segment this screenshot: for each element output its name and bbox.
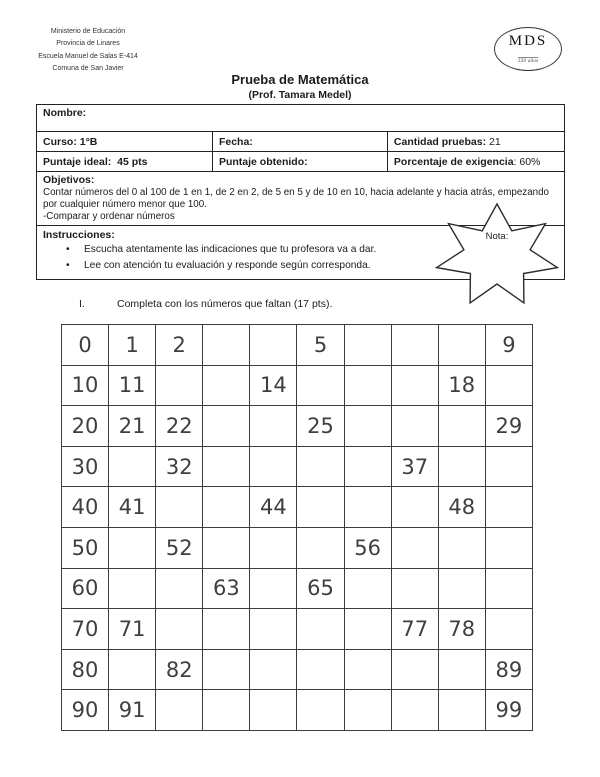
grid-cell-empty[interactable] [344, 690, 391, 731]
grid-cell-empty[interactable] [485, 487, 532, 528]
grid-row [62, 406, 533, 447]
grid-cell-empty[interactable] [203, 365, 250, 406]
grid-cell-empty[interactable] [391, 325, 438, 366]
fecha-cell[interactable]: Fecha: [212, 132, 387, 151]
grid-cell: 10 [62, 365, 109, 406]
grid-cell-empty[interactable] [203, 690, 250, 731]
objetivos-line: por cualquier número menor que 100. [43, 199, 207, 211]
grid-cell: 20 [62, 406, 109, 447]
grid-cell-empty[interactable] [203, 609, 250, 650]
grid-cell: 60 [62, 568, 109, 609]
number-grid [61, 324, 533, 731]
grid-row [62, 690, 533, 731]
bullet-icon: • [66, 260, 70, 272]
grid-cell: 29 [485, 406, 532, 447]
puntaje-obtenido-cell[interactable]: Puntaje obtenido: [212, 152, 387, 171]
grid-cell-empty[interactable] [391, 527, 438, 568]
grid-cell: 40 [62, 487, 109, 528]
grid-cell-empty[interactable] [438, 446, 485, 487]
grid-cell: 30 [62, 446, 109, 487]
grid-cell: 70 [62, 609, 109, 650]
grid-cell-empty[interactable] [297, 649, 344, 690]
grid-cell: 21 [109, 406, 156, 447]
grid-cell: 9 [485, 325, 532, 366]
nota-label: Nota: [485, 231, 509, 242]
grid-cell: 41 [109, 487, 156, 528]
grid-cell-empty[interactable] [250, 568, 297, 609]
grid-cell: 91 [109, 690, 156, 731]
objetivos-heading: Objetivos: [43, 174, 95, 186]
grid-row [62, 365, 533, 406]
grid-cell-empty[interactable] [203, 527, 250, 568]
grid-cell: 25 [297, 406, 344, 447]
grid-cell-empty[interactable] [250, 446, 297, 487]
grid-cell: 18 [438, 365, 485, 406]
school-header [26, 26, 150, 76]
grid-cell-empty[interactable] [250, 649, 297, 690]
grid-cell-empty[interactable] [391, 406, 438, 447]
grid-cell-empty[interactable] [250, 527, 297, 568]
grid-cell-empty[interactable] [203, 446, 250, 487]
grid-cell: 99 [485, 690, 532, 731]
grid-cell: 44 [250, 487, 297, 528]
grid-cell: 82 [156, 649, 203, 690]
grid-cell-empty[interactable] [297, 690, 344, 731]
page-subtitle: (Prof. Tamara Medel) [248, 89, 352, 101]
number-grid-body [62, 325, 533, 731]
grid-cell: 50 [62, 527, 109, 568]
grid-row [62, 487, 533, 528]
grid-cell-empty[interactable] [203, 649, 250, 690]
nombre-row[interactable] [37, 105, 564, 131]
grid-cell: 71 [109, 609, 156, 650]
grid-cell-empty[interactable] [391, 365, 438, 406]
grid-cell: 78 [438, 609, 485, 650]
grid-cell-empty[interactable] [344, 568, 391, 609]
page-title: Prueba de Matemática [231, 72, 369, 87]
grid-cell-empty[interactable] [156, 690, 203, 731]
school-logo [494, 27, 562, 71]
grid-cell-empty[interactable] [438, 325, 485, 366]
instruction-item: • Escucha atentamente las indicaciones que tu profesora va a dar. [43, 242, 558, 259]
grid-cell-empty[interactable] [250, 406, 297, 447]
bullet-icon: • [66, 243, 70, 255]
grid-cell: 90 [62, 690, 109, 731]
grid-cell-empty[interactable] [156, 568, 203, 609]
school-line-ministerio: Ministerio de Educación [50, 28, 126, 35]
puntaje-ideal-cell: Puntaje ideal: 45 pts [43, 155, 148, 168]
grid-cell: 63 [203, 568, 250, 609]
grid-cell: 56 [344, 527, 391, 568]
grid-cell: 32 [156, 446, 203, 487]
grid-cell: 65 [297, 568, 344, 609]
grid-row [62, 446, 533, 487]
grid-cell-empty[interactable] [485, 446, 532, 487]
grid-cell-empty[interactable] [109, 527, 156, 568]
grid-cell-empty[interactable] [438, 527, 485, 568]
grid-cell-empty[interactable] [485, 365, 532, 406]
grid-cell: 0 [62, 325, 109, 366]
grid-row [62, 325, 533, 366]
grid-cell-empty[interactable] [156, 487, 203, 528]
grid-cell-empty[interactable] [109, 446, 156, 487]
porcentaje-exigencia-cell: Porcentaje de exigencia: 60% [387, 152, 562, 171]
nota-star-icon[interactable] [420, 195, 575, 315]
grid-cell-empty[interactable] [438, 649, 485, 690]
grid-cell-empty[interactable] [109, 649, 156, 690]
grid-cell-empty[interactable] [297, 527, 344, 568]
grid-row [62, 527, 533, 568]
grid-cell-empty[interactable] [344, 649, 391, 690]
grid-row [62, 609, 533, 650]
section-numeral: I. [79, 298, 85, 310]
grid-cell-empty[interactable] [203, 406, 250, 447]
grid-cell-empty[interactable] [156, 365, 203, 406]
section-instruction-text: Completa con los números que faltan (17 pts). [117, 298, 333, 310]
grid-cell: 80 [62, 649, 109, 690]
grid-cell: 14 [250, 365, 297, 406]
grid-cell-empty[interactable] [250, 609, 297, 650]
instrucciones-heading: Instrucciones: [43, 228, 115, 241]
grid-cell: 1 [109, 325, 156, 366]
grid-cell-empty[interactable] [297, 609, 344, 650]
grid-cell-empty[interactable] [391, 568, 438, 609]
grid-cell-empty[interactable] [250, 325, 297, 366]
cantidad-pruebas-cell: Cantidad pruebas: 21 [387, 132, 562, 151]
grid-cell-empty[interactable] [391, 649, 438, 690]
curso-cell: Curso: 1°B [43, 135, 98, 148]
grid-cell-empty[interactable] [344, 365, 391, 406]
info-row-2 [37, 151, 564, 171]
nombre-label: Nombre: [43, 107, 87, 119]
grid-cell-empty[interactable] [438, 406, 485, 447]
logo-tagline: 150 años [517, 59, 539, 64]
grid-cell: 22 [156, 406, 203, 447]
grid-cell-empty[interactable] [344, 446, 391, 487]
grid-cell: 48 [438, 487, 485, 528]
grid-cell-empty[interactable] [203, 325, 250, 366]
logo-monogram: MDS [508, 33, 548, 49]
grid-cell-empty[interactable] [297, 487, 344, 528]
grid-row [62, 568, 533, 609]
school-line-comuna: Comuna de San Javier [52, 65, 124, 73]
grid-cell: 77 [391, 609, 438, 650]
grid-cell-empty[interactable] [438, 568, 485, 609]
objetivos-line: Contar números del 0 al 100 de 1 en 1, de 2 en 2, de 5 en 5 y de 10 en 10, hacia adelante y hacia atrás, empezando [43, 187, 549, 198]
school-line-escuela: Escuela Manuel de Salas E-414 [38, 52, 138, 60]
instruction-item: • Lee con atención tu evaluación y responde según corresponda. [43, 258, 558, 275]
grid-cell: 11 [109, 365, 156, 406]
grid-cell-empty[interactable] [485, 527, 532, 568]
grid-cell-empty[interactable] [438, 690, 485, 731]
grid-cell-empty[interactable] [485, 609, 532, 650]
grid-cell-empty[interactable] [297, 446, 344, 487]
grid-cell-empty[interactable] [344, 609, 391, 650]
grid-cell: 2 [156, 325, 203, 366]
school-line-provincia: Provincia de Linares [56, 40, 120, 48]
grid-cell-empty[interactable] [203, 487, 250, 528]
grid-cell: 89 [485, 649, 532, 690]
grid-cell-empty[interactable] [344, 325, 391, 366]
grid-row [62, 649, 533, 690]
grid-cell-empty[interactable] [297, 365, 344, 406]
grid-cell-empty[interactable] [109, 568, 156, 609]
grid-cell-empty[interactable] [250, 690, 297, 731]
info-row-1 [37, 131, 564, 151]
objetivos-line: -Comparar y ordenar números [43, 211, 175, 223]
grid-cell: 52 [156, 527, 203, 568]
grid-cell-empty[interactable] [391, 690, 438, 731]
grid-cell-empty[interactable] [156, 609, 203, 650]
grid-cell-empty[interactable] [344, 487, 391, 528]
grid-cell-empty[interactable] [485, 568, 532, 609]
grid-cell-empty[interactable] [391, 487, 438, 528]
grid-cell: 37 [391, 446, 438, 487]
grid-cell-empty[interactable] [344, 406, 391, 447]
grid-cell: 5 [297, 325, 344, 366]
